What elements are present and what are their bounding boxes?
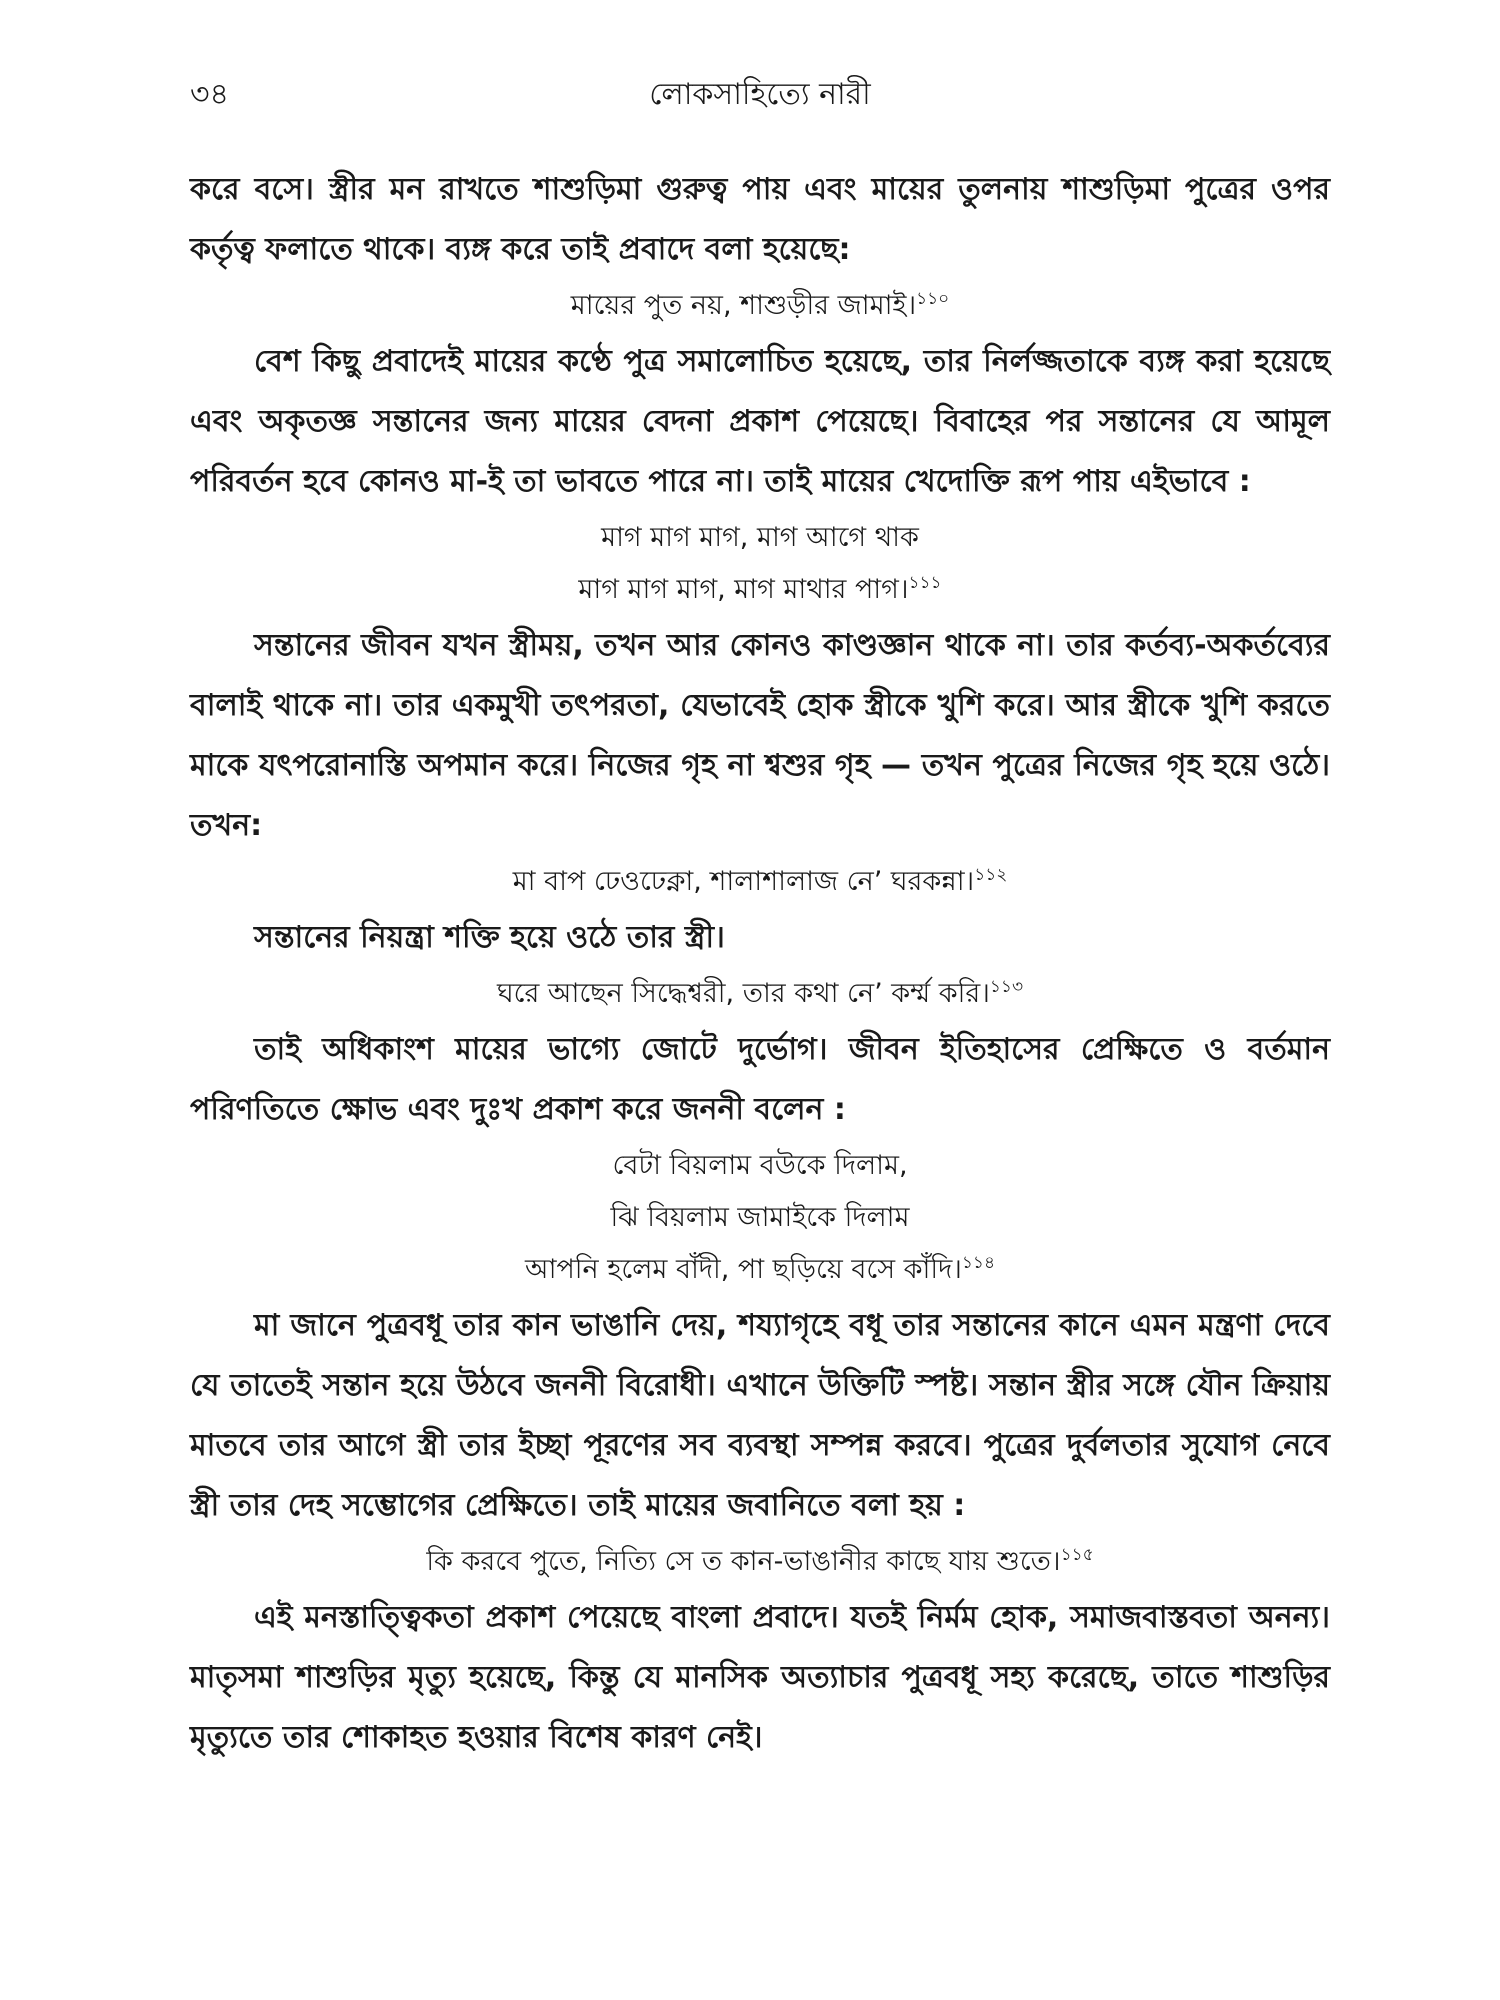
- paragraph: তাই অধিকাংশ মায়ের ভাগ্যে জোটে দুর্ভোগ। জীবন ইতিহাসের প্রেক্ষিতে ও বর্তমান পরিণতিতে ক্ষোভ এবং দুঃখ প্রকাশ করে জননী বলেন :: [190, 1032, 1330, 1127]
- footnote-ref: ১১৪: [961, 1253, 995, 1273]
- footnote-ref: ১১২: [974, 865, 1008, 885]
- page-header: [190, 60, 1330, 130]
- paragraph: সন্তানের জীবন যখন স্ত্রীময়, তখন আর কোনও কাণ্ডজ্ঞান থাকে না। তার কর্তব্য-অকর্তব্যের বালাই থাকে না। তার একমুখী তৎপরতা, যেভাবেই হোক স্ত্রীকে খুশি করে। আর স্ত্রীকে খুশি করতে মাকে যৎপরোনাস্তি অপমান করে। নিজের গৃহ না শ্বশুর গৃহ — তখন পুত্রের নিজের গৃহ হয়ে ওঠে। তখন:: [190, 628, 1330, 843]
- proverb-line: মাগ মাগ মাগ, মাগ মাথার পাগ।$^{১১১}$: [578, 573, 942, 605]
- paragraph: বেশ কিছু প্রবাদেই মায়ের কণ্ঠে পুত্র সমালোচিত হয়েছে, তার নির্লজ্জতাকে ব্যঙ্গ করা হয়েছে এবং অকৃতজ্ঞ সন্তানের জন্য মায়ের বেদনা প্রকাশ পেয়েছে। বিবাহের পর সন্তানের যে আমূল পরিবর্তন হবে কোনও মা-ই তা ভাবতে পারে না। তাই মায়ের খেদোক্তি রূপ পায় এইভাবে :: [190, 344, 1330, 499]
- footnote-ref: ১১০: [916, 289, 950, 309]
- paragraph: সন্তানের নিয়ন্ত্রা শক্তি হয়ে ওঠে তার স্ত্রী।: [254, 920, 725, 955]
- proverb-line: ঝি বিয়লাম জামাইকে দিলাম: [610, 1202, 910, 1233]
- footnote-ref: ১১৩: [989, 977, 1024, 997]
- paragraph: করে বসে। স্ত্রীর মন রাখতে শাশুড়িমা গুরুত্ব পায় এবং মায়ের তুলনায় শাশুড়িমা পুত্রের ওপর কর্তৃত্ব ফলাতে থাকে। ব্যঙ্গ করে তাই প্রবাদে বলা হয়েছে:: [190, 172, 1330, 267]
- page-body: [190, 160, 1330, 1768]
- proverb-line: মায়ের পুত নয়, শাশুড়ীর জামাই।$^{১১০}$: [570, 289, 950, 321]
- footnote-ref: ১১৫: [1060, 1545, 1094, 1565]
- page-number: ৩৪: [190, 77, 229, 112]
- proverb-line: আপনি হলেম বাঁদী, পা ছড়িয়ে বসে কাঁদি।$^{১১৪}$: [524, 1253, 995, 1285]
- proverb-line: ঘরে আছেন সিদ্ধেশ্বরী, তার কথা নে’ কর্ম্ম করি।$^{১১৩}$: [496, 977, 1024, 1009]
- proverb-line: মাগ মাগ মাগ, মাগ আগে থাক: [601, 522, 919, 553]
- book-page: [190, 60, 1330, 1960]
- proverb-line: বেটা বিয়লাম বউকে দিলাম,: [612, 1150, 908, 1181]
- paragraph: মা জানে পুত্রবধূ তার কান ভাঙানি দেয়, শয্যাগৃহে বধূ তার সন্তানের কানে এমন মন্ত্রণা দেবে যে তাতেই সন্তান হয়ে উঠবে জননী বিরোধী। এখানে উক্তিটি স্পষ্ট। সন্তান স্ত্রীর সঙ্গে যৌন ক্রিয়ায় মাতবে তার আগে স্ত্রী তার ইচ্ছা পূরণের সব ব্যবস্থা সম্পন্ন করবে। পুত্রের দুর্বলতার সুযোগ নেবে স্ত্রী তার দেহ সম্ভোগের প্রেক্ষিতে। তাই মায়ের জবানিতে বলা হয় :: [190, 1308, 1330, 1523]
- running-title: লোকসাহিত্যে নারী: [649, 77, 871, 112]
- proverb-line: মা বাপ ঢেওঢেক্না, শালাশালাজ নে’ ঘরকন্না।$^{১১২}$: [512, 865, 1008, 897]
- footnote-ref: ১১১: [908, 573, 942, 593]
- proverb-line: কি করবে পুতে, নিত্যি সে ত কান-ভাঙানীর কাছে যায় শুতে।$^{১১৫}$: [426, 1545, 1094, 1577]
- paragraph: এই মনস্তাত্ত্বিকতা প্রকাশ পেয়েছে বাংলা প্রবাদে। যতই নির্মম হোক, সমাজবাস্তবতা অনন্য। মাতৃসমা শাশুড়ির মৃত্যু হয়েছে, কিন্তু যে মানসিক অত্যাচার পুত্রবধূ সহ্য করেছে, তাতে শাশুড়ির মৃত্যুতে তার শোকাহত হওয়ার বিশেষ কারণ নেই।: [190, 1600, 1330, 1755]
